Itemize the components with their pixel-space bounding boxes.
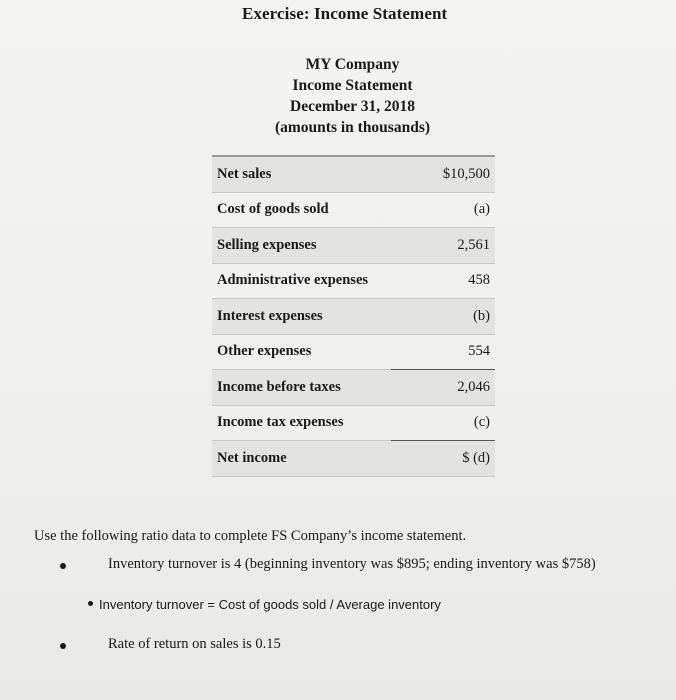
bullet-icon	[60, 563, 66, 569]
exercise-title: Exercise: Income Statement	[242, 4, 448, 23]
row-amount-net-sales: $10,500	[391, 156, 495, 192]
row-amount-income-before-taxes: 2,046	[391, 370, 495, 406]
list-item	[88, 597, 441, 612]
statement-name: Income Statement	[292, 77, 413, 94]
row-label-other: Other expenses	[212, 334, 391, 370]
instructions-intro: Use the following ratio data to complete FS Company’s income statement.	[34, 528, 467, 544]
statement-header	[250, 54, 455, 138]
table-row	[212, 156, 495, 192]
row-amount-cogs: (a)	[391, 192, 495, 228]
income-statement-table	[212, 155, 495, 477]
row-amount-admin: 458	[391, 263, 495, 299]
row-label-interest: Interest expenses	[212, 299, 391, 335]
row-label-income-before-taxes: Income before taxes	[212, 370, 391, 406]
sub-bullet-formula: Inventory turnover = Cost of goods sold / Average inventory	[99, 597, 441, 612]
company-name: MY Company	[305, 56, 400, 73]
row-label-income-tax: Income tax expenses	[212, 405, 391, 441]
statement-units: (amounts in thousands)	[274, 119, 431, 136]
table-row	[212, 405, 495, 441]
table-row	[212, 228, 495, 264]
table-row	[212, 334, 495, 370]
row-label-net-sales: Net sales	[212, 156, 391, 192]
bullet-text-return-on-sales: Rate of return on sales is 0.15	[108, 636, 281, 652]
row-amount-selling: 2,561	[391, 228, 495, 264]
row-label-net-income: Net income	[212, 441, 391, 477]
row-label-cogs: Cost of goods sold	[212, 192, 391, 228]
bullet-icon	[88, 601, 93, 606]
bullet-icon	[60, 643, 66, 649]
row-amount-other: 554	[391, 334, 495, 370]
table-row	[212, 441, 495, 477]
row-amount-interest: (b)	[391, 299, 495, 335]
row-amount-net-income: $ (d)	[391, 441, 495, 477]
row-label-selling: Selling expenses	[212, 228, 391, 264]
table-row	[212, 370, 495, 406]
table-row	[212, 263, 495, 299]
table-row	[212, 299, 495, 335]
bullet-text-inventory-turnover: Inventory turnover is 4 (beginning inventory was $895; ending inventory was $758)	[108, 556, 596, 572]
table-row	[212, 192, 495, 228]
statement-date: December 31, 2018	[290, 98, 415, 115]
row-label-admin: Administrative expenses	[212, 263, 391, 299]
row-amount-income-tax: (c)	[391, 405, 495, 441]
